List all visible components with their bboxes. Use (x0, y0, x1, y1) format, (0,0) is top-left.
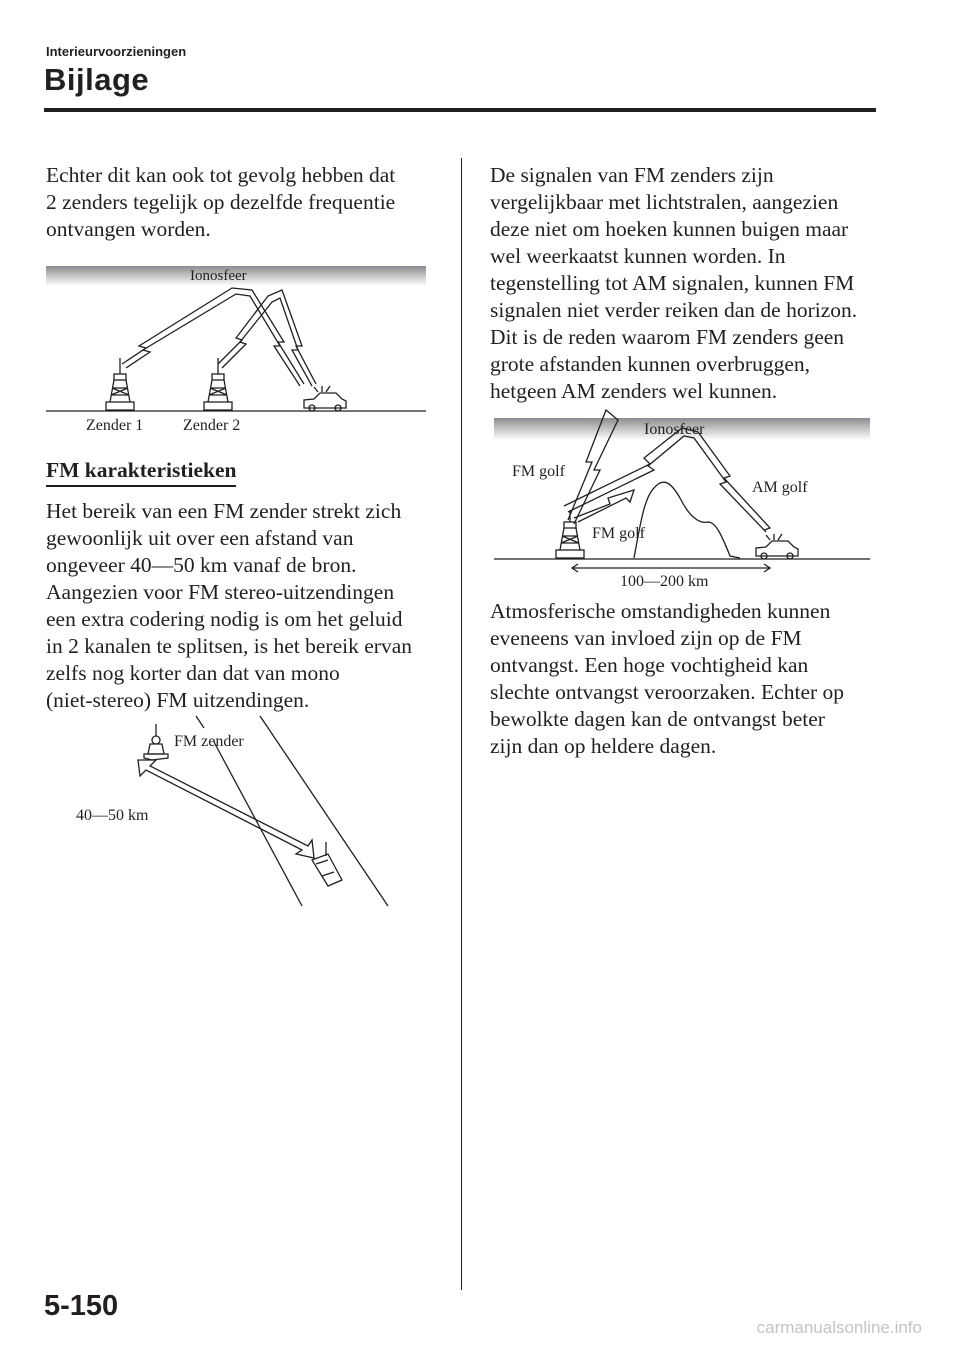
am-wave (564, 428, 770, 530)
section-label: Interieurvoorzieningen (46, 44, 187, 59)
tower-2-icon (204, 358, 232, 410)
tower-2-label: Zender 2 (183, 417, 241, 434)
fm-wave-low-label: FM golf (592, 525, 645, 542)
tower-icon (556, 510, 584, 558)
range-label: 40―50 km (76, 807, 149, 824)
atmos-paragraph: Atmosferische omstandigheden kunnen eveneens van invloed zijn op de FM ontvangst. Een hoge vochtigheid kan slechte ontvangst veroorzaken. Echter op bewolkte dagen kan de ontvangst beter zijn dan op heldere dagen. (490, 599, 845, 758)
distance-arrow (572, 564, 770, 572)
car-icon (756, 534, 798, 559)
wave-tower1 (122, 288, 304, 384)
fm-transmitter-label: FM zender (174, 733, 244, 750)
fm-wave-top-label: FM golf (512, 463, 565, 480)
figure-fm-range (76, 714, 396, 910)
ionosphere-label: Ionosfeer (190, 268, 247, 284)
fm-signals-paragraph: De signalen van FM zenders zijn vergelijkbaar met lichtstralen, aangezien deze niet om hoeken kunnen buigen maar wel weerkaatst kunnen worden. In tegenstelling tot AM signalen, kunnen FM signalen niet verder reiken dan de horizon. Dit is de reden waarom FM zenders geen grote afstanden kunnen overbruggen, hetgeen AM zenders wel kunnen. (490, 163, 858, 403)
distance-label: 100―200 km (620, 573, 709, 590)
ionosphere-label: Ionosfeer (644, 421, 705, 438)
car-topview-icon (312, 842, 342, 886)
figure-fm-am-waves (494, 406, 874, 592)
page-number: 5-150 (44, 1290, 119, 1322)
figure-two-transmitters (46, 262, 436, 442)
fm-transmitter-icon (144, 724, 168, 760)
fm-heading: FM karakteristieken (46, 458, 236, 487)
chapter-title: Bijlage (44, 62, 150, 97)
tower-1-label: Zender 1 (86, 417, 144, 434)
intro-paragraph: Echter dit kan ook tot gevolg hebben dat 2 zenders tegelijk op dezelfde frequentie ontvangen worden. (46, 163, 396, 241)
column-divider (461, 158, 462, 1290)
fm-paragraph: Het bereik van een FM zender strekt zich gewoonlijk uit over een afstand van ongeveer 40―50 km vanaf de bron. Aangezien voor FM stereo-uitzendingen een extra codering nodig is om het geluid in 2 kanalen te splitsen, is het bereik ervan zelfs nog korter dan dat van mono (niet-stereo) FM uitzendingen. (46, 499, 412, 712)
header-rule (44, 108, 876, 112)
watermark: carmanualsonline.info (756, 1318, 922, 1337)
wave-tower2 (218, 290, 316, 384)
car-icon (304, 386, 346, 411)
am-wave-label: AM golf (752, 479, 808, 496)
hill (634, 482, 740, 558)
range-arrow (138, 760, 314, 858)
